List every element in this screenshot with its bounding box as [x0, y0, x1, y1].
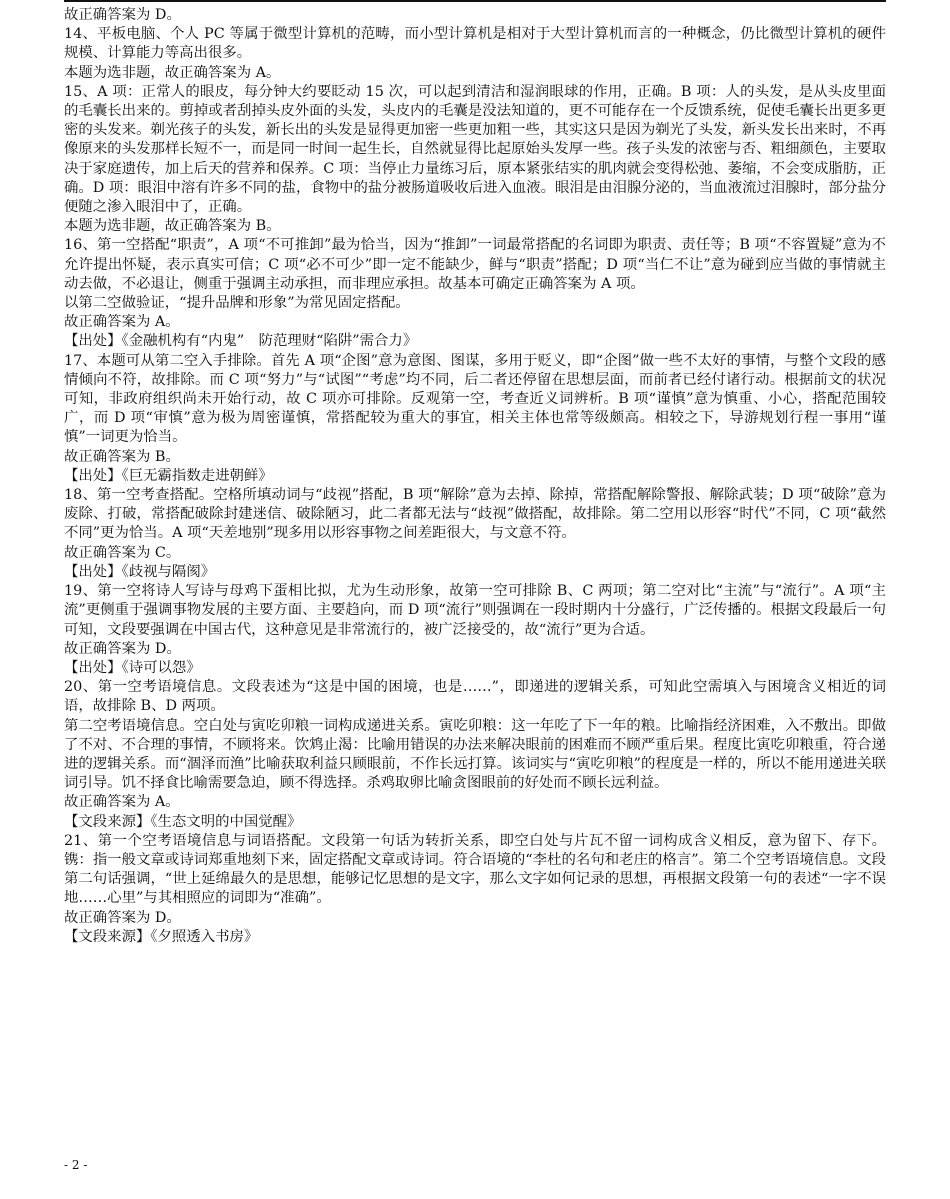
page-number: - 2 - [64, 1158, 88, 1172]
explanation-q16-verify: 以第二空做验证，“提升品牌和形象”为常见固定搭配。 [64, 295, 410, 312]
answer-line: 故正确答案为 A。 [64, 794, 180, 811]
explanation-q16: 16、第一空搭配“职责”，A 项“不可推卸”最为恰当，因为“推卸”一词最常搭配的名词即为职责、责任等；B 项“不容置疑”意为不允许提出怀疑，表示真实可信；C 项“必不可少”即一定不能缺少，鲜与“职责”搭配；D 项“当仁不让”意为碰到应当做的事情就主动去做，不必退让，侧重于强调主动承担，而非理应承担。故基本可确定正确答案为 A 项。 [64, 237, 886, 292]
answer-line: 故正确答案为 D。 [64, 909, 181, 926]
explanation-q21: 21、第一个空考语境信息与词语搭配。文段第一句话为转折关系，即空白处与片瓦不留一词构成含义相反，意为留下、存下。镌：指一般文章或诗词郑重地刻下来，固定搭配文章或诗词。符合语境的“李杜的名句和老庄的格言”。第二个空考语境信息。文段第二句话强调，“世上延绵最久的是思想，能够记忆思想的是文字，那么文字如何记录的思想，再根据文段第一句的表述“一字不误地……心里”与其相照应的词即为“准确”。 [64, 832, 886, 907]
answer-line: 故正确答案为 C。 [64, 544, 181, 561]
header-rule [64, 0, 886, 2]
explanation-q20: 20、第一空考语境信息。文段表述为“这是中国的困境，也是……”，即递进的逻辑关系，可知此空需填入与困境含义相近的词语，故排除 B、D 两项。 [64, 679, 886, 715]
answer-line: 本题为选非题，故正确答案为 A。 [64, 64, 281, 81]
answer-line: 本题为选非题，故正确答案为 B。 [64, 218, 281, 235]
explanation-q18: 18、第一空考查搭配。空格所填动词与“歧视”搭配，B 项“解除”意为去掉、除掉，常搭配解除警报、解除武装；D 项“破除”意为废除、打破，常搭配破除封建迷信、破除陋习，此二者都无法与“歧视”做搭配，故排除。第二空用以形容“时代”不同，C 项“截然不同”更为恰当。A 项“天差地别”现多用以形容事物之间差距很大，与文意不符。 [64, 487, 886, 542]
source-line: 【出处】《巨无霸指数走进朝鲜》 [64, 467, 273, 484]
answer-line: 故正确答案为 D。 [64, 640, 181, 657]
answer-line: 故正确答案为 B。 [64, 448, 180, 465]
source-line: 【文段来源】《生态文明的中国觉醒》 [64, 813, 302, 830]
source-line: 【出处】《诗可以怨》 [64, 659, 201, 676]
answer-line: 故正确答案为 D。 [64, 7, 181, 23]
explanation-q15: 15、A 项：正常人的眼皮，每分钟大约要眨动 15 次，可以起到清洁和湿润眼球的作用，正确。B 项：人的头发，是从头皮里面的毛囊长出来的。剪掉或者刮掉头皮外面的头发，头皮内的毛囊是没法知道的，更不可能存在一个反馈系统，促使毛囊长出更多更密的头发来。剃光孩子的头发，新长出的头发是显得更加密一些更加粗一些，其实这只是因为剃光了头发，新头发长出来时，不再像原来的头发那样长短不一，而是同一时间一起生长，自然就显得比起原始头发厚一些。孩子头发的浓密与否、粗细颜色，主要取决于家庭遗传，加上后天的营养和保养。C 项：当停止力量练习后，原本紧张结实的肌肉就会变得松弛、萎缩，不会变成脂肪，正确。D 项：眼泪中溶有许多不同的盐，食物中的盐分被肠道吸收后进入血液。眼泪是由泪腺分泌的，当血液流过泪腺时，部分盐分便随之渗入眼泪中了，正确。 [64, 83, 886, 216]
answer-explanations [64, 6, 886, 947]
explanation-q14: 14、平板电脑、个人 PC 等属于微型计算机的范畴，而小型计算机是相对于大型计算机而言的一种概念，仍比微型计算机的硬件规模、计算能力等高出很多。 [64, 26, 886, 62]
source-line: 【出处】《金融机构有“内鬼” 防范理财“陷阱”需合力》 [64, 333, 418, 350]
source-line: 【文段来源】《夕照透入书房》 [64, 928, 259, 945]
explanation-q17: 17、本题可从第二空入手排除。首先 A 项“企图”意为意图、图谋，多用于贬义，即“企图”做一些不太好的事情，与整个文段的感情倾向不符，故排除。而 C 项“努力”与“试图”“考虑”均不同，后二者还停留在思想层面，而前者已经付诸行动。根据前文的状况可知，非政府组织尚未开始行动，故 C 项亦可排除。反观第一空，考查近义词辨析。B 项“谨慎”意为慎重、小心，搭配范围较广，而 D 项“审慎”意为极为周密谨慎，常搭配较为重大的事宜，相关主体也常等级颇高。相较之下，导游规划行程一事用“谨慎”一词更为恰当。 [64, 352, 886, 446]
explanation-q20-second-blank: 第二空考语境信息。空白处与寅吃卯粮一词构成递进关系。寅吃卯粮：这一年吃了下一年的粮。比喻指经济困难，入不敷出。即做了不对、不合理的事情，不顾将来。饮鸩止渴：比喻用错误的办法来解决眼前的困难而不顾严重后果。程度比寅吃卯粮重，符合递进的逻辑关系。而“涸泽而渔”比喻获取利益只顾眼前，不作长远打算。该词实与“寅吃卯粮”的程度是一样的，所以不能用递进关联词引导。饥不择食比喻需要急迫，顾不得选择。杀鸡取卵比喻贪图眼前的好处而不顾长远利益。 [64, 717, 886, 792]
answer-line: 故正确答案为 A。 [64, 314, 180, 331]
source-line: 【出处】《歧视与隔阂》 [64, 563, 216, 580]
explanation-q19: 19、第一空将诗人写诗与母鸡下蛋相比拟，尤为生动形象，故第一空可排除 B、C 两项；第二空对比“主流”与“流行”。A 项“主流”更侧重于强调事物发展的主要方面、主要趋向，而 D 项“流行”则强调在一段时期内十分盛行，广泛传播的。根据文段最后一句可知，文段要强调在中国古代，这种意见是非常流行的，被广泛接受的，故“流行”更为合适。 [64, 583, 886, 638]
